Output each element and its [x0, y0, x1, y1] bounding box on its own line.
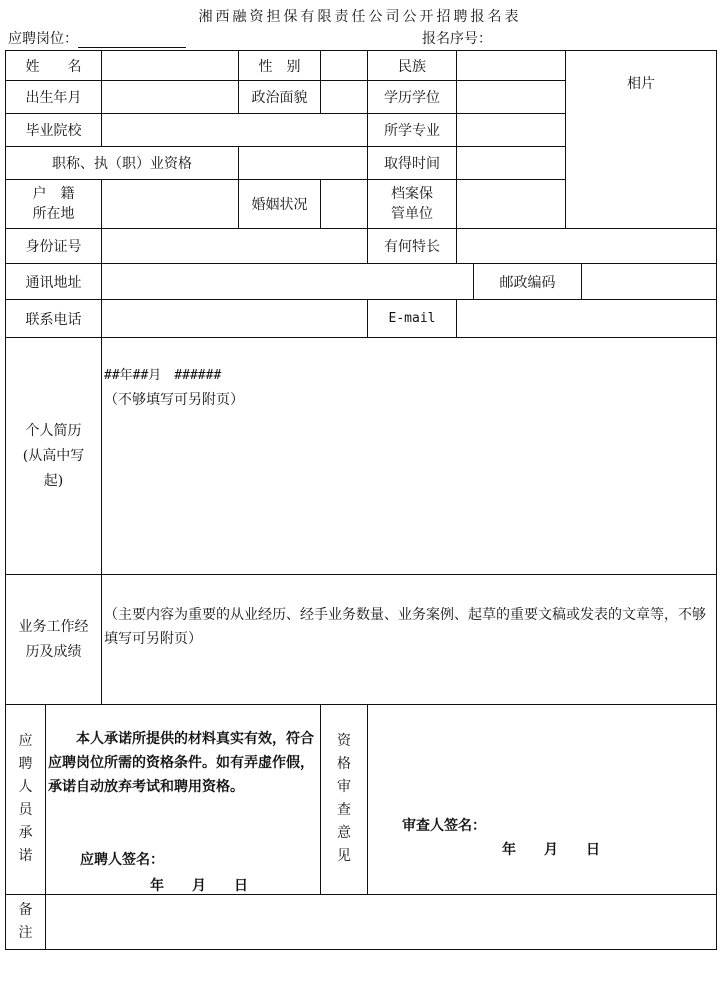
specialty-label: 有何特长	[368, 229, 457, 264]
pledge-char: 人	[18, 779, 33, 795]
remarks-char: 备	[18, 902, 33, 918]
degree-label: 学历学位	[368, 81, 457, 114]
political-field[interactable]	[321, 81, 368, 114]
work-field[interactable]	[102, 575, 717, 705]
postcode-label: 邮政编码	[474, 264, 582, 300]
ethnicity-field[interactable]	[457, 51, 566, 81]
review-char: 意	[337, 825, 351, 841]
form-title: 湘西融资担保有限责任公司公开招聘报名表	[198, 9, 522, 25]
hukou-field[interactable]	[102, 180, 239, 229]
school-label: 毕业院校	[6, 114, 102, 147]
resume-label-line3: 起)	[43, 472, 64, 489]
name-field[interactable]	[102, 51, 239, 81]
review-char: 审	[337, 779, 351, 795]
id-number-field[interactable]	[102, 229, 368, 264]
email-field[interactable]	[457, 300, 717, 338]
work-label-line1: 业务工作经	[18, 618, 89, 635]
photo-box[interactable]	[566, 51, 717, 229]
birth-field[interactable]	[102, 81, 239, 114]
photo-label: 相片	[627, 76, 655, 92]
resume-label	[6, 338, 102, 575]
hukou-label-line2: 所在地	[32, 206, 75, 222]
remarks-label	[6, 895, 46, 950]
review-date: 年 月 日	[502, 842, 600, 858]
work-label	[6, 575, 102, 705]
reviewer-signature-label: 审查人签名：	[402, 818, 486, 834]
resume-field[interactable]	[102, 338, 717, 575]
address-label: 通讯地址	[6, 264, 102, 300]
review-char: 资	[337, 733, 351, 749]
major-field[interactable]	[457, 114, 566, 147]
remarks-vertical-text	[8, 899, 43, 945]
pledge-char: 承	[18, 825, 33, 841]
review-vertical-text	[323, 730, 365, 868]
school-field[interactable]	[102, 114, 368, 147]
obtain-time-field[interactable]	[457, 147, 566, 180]
work-label-line2: 历及成绩	[25, 643, 82, 660]
resume-label-line1: 个人简历	[25, 422, 82, 439]
work-note: （主要内容为重要的从业经历、经手业务数量、业务案例、起草的重要文稿或发表的文章等，不够填写可另附页）	[104, 607, 706, 647]
applicant-signature-label: 应聘人签名：	[80, 852, 164, 868]
position-header	[8, 28, 186, 48]
pledge-char: 聘	[18, 756, 33, 772]
email-label: E-mail	[368, 300, 457, 338]
ethnicity-label: 民族	[368, 51, 457, 81]
specialty-field[interactable]	[457, 229, 717, 264]
resume-label-line2: (从高中写	[22, 447, 85, 464]
hukou-label-line1: 户 籍	[32, 186, 75, 202]
obtain-time-label: 取得时间	[368, 147, 457, 180]
name-label: 姓 名	[6, 51, 102, 81]
pledge-char: 员	[18, 802, 33, 818]
pledge-text: 本人承诺所提供的材料真实有效，符合应聘岗位所需的资格条件。如有弄虚作假，承诺自动放弃考试和聘用资格。	[48, 731, 314, 795]
serial-header	[422, 28, 492, 48]
archive-field[interactable]	[457, 180, 566, 229]
remarks-field[interactable]	[46, 895, 717, 950]
resume-entry-template: ##年##月 ######	[104, 368, 222, 383]
phone-label: 联系电话	[6, 300, 102, 338]
review-vertical-label	[321, 705, 368, 895]
position-input[interactable]	[78, 33, 186, 48]
major-label: 所学专业	[368, 114, 457, 147]
pledge-char: 应	[18, 733, 33, 749]
applicant-sign-date: 年 月 日	[150, 878, 248, 894]
pledge-char: 诺	[18, 848, 33, 864]
gender-label: 性 别	[239, 51, 321, 81]
review-char: 格	[337, 756, 351, 772]
title-qualification-field[interactable]	[239, 147, 368, 180]
degree-field[interactable]	[457, 81, 566, 114]
resume-note: （不够填写可另附页）	[104, 392, 244, 408]
remarks-char: 注	[18, 925, 33, 941]
gender-field[interactable]	[321, 51, 368, 81]
marital-label: 婚姻状况	[239, 180, 321, 229]
review-char: 查	[337, 802, 351, 818]
review-char: 见	[337, 848, 351, 864]
address-field[interactable]	[102, 264, 474, 300]
title-qualification-label: 职称、执（职）业资格	[6, 147, 239, 180]
archive-label-line1: 档案保	[391, 186, 433, 202]
serial-label: 报名序号：	[422, 31, 492, 47]
pledge-vertical-label	[6, 705, 46, 895]
position-label: 应聘岗位：	[8, 31, 78, 47]
marital-field[interactable]	[321, 180, 368, 229]
registration-form-table	[5, 50, 717, 950]
hukou-label	[6, 180, 102, 229]
postcode-field[interactable]	[582, 264, 717, 300]
phone-field[interactable]	[102, 300, 368, 338]
review-cell[interactable]	[368, 705, 717, 895]
id-number-label: 身份证号	[6, 229, 102, 264]
birth-label: 出生年月	[6, 81, 102, 114]
archive-label	[368, 180, 457, 229]
pledge-vertical-text	[8, 730, 43, 868]
pledge-cell[interactable]	[46, 705, 321, 895]
political-label: 政治面貌	[239, 81, 321, 114]
archive-label-line2: 管单位	[391, 206, 433, 222]
